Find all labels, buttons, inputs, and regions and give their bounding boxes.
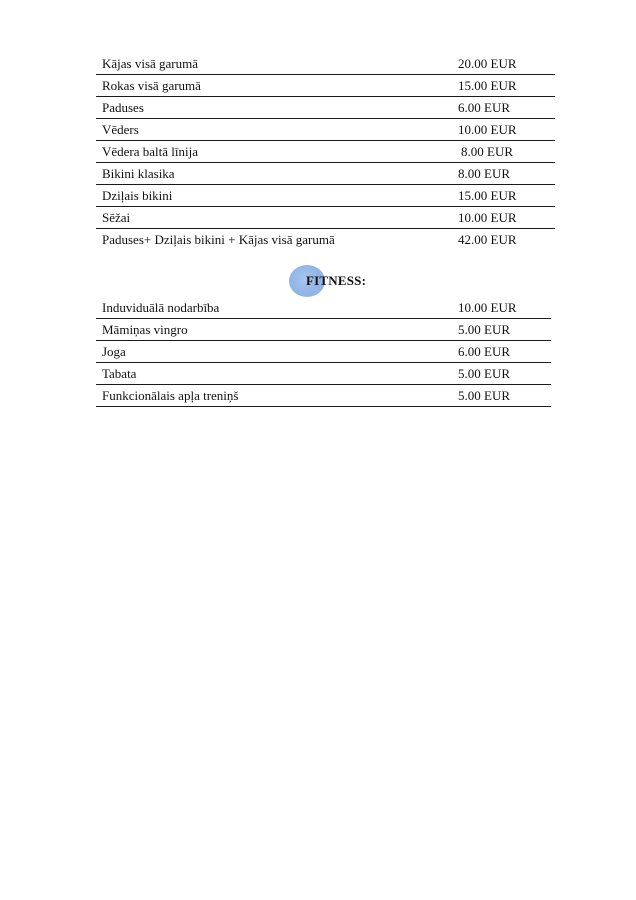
service-name: Joga [102,344,126,359]
service-price: 10.00 EUR [458,122,517,137]
service-price: 5.00 EUR [458,322,510,337]
service-price: 15.00 EUR [458,78,517,93]
table-row [96,363,551,385]
table-row [96,75,555,97]
table-row [96,185,555,207]
table-row [96,229,555,251]
table-row [96,53,555,75]
table-row [96,97,555,119]
service-name: Tabata [102,366,137,381]
table-row [96,297,551,319]
service-name: Māmiņas vingro [102,322,188,337]
service-price: 20.00 EUR [458,56,517,71]
service-name: Funkcionālais apļa treniņš [102,388,239,403]
service-name: Kājas visā garumā [102,56,199,71]
service-name: Sēžai [102,210,131,225]
service-price: 10.00 EUR [458,210,517,225]
service-name: Induviduālā nodarbība [102,300,220,315]
service-price: 42.00 EUR [458,232,517,247]
table-row [96,385,551,407]
service-price: 6.00 EUR [458,344,510,359]
table-row [96,319,551,341]
table-row [96,207,555,229]
table-row [96,163,555,185]
table-row [96,341,551,363]
service-name: Bikini klasika [102,166,175,181]
fitness-section-header [0,262,636,298]
service-price: 8.00 EUR [461,144,513,159]
service-price: 5.00 EUR [458,388,510,403]
service-price: 10.00 EUR [458,300,517,315]
service-name: Vēders [102,122,139,137]
table-row [96,119,555,141]
service-name: Paduses [102,100,144,115]
section-title: FITNESS: [306,273,367,288]
service-name: Dziļais bikini [102,188,173,203]
service-price: 5.00 EUR [458,366,510,381]
service-price: 6.00 EUR [458,100,510,115]
price-table [96,53,555,251]
service-name: Paduses+ Dziļais bikini + Kājas visā garumā [102,232,335,247]
service-name: Rokas visā garumā [102,78,201,93]
service-price: 15.00 EUR [458,188,517,203]
fitness-table [96,297,551,407]
service-name: Vēdera baltā līnija [102,144,199,159]
table-row [96,141,555,163]
service-price: 8.00 EUR [458,166,510,181]
